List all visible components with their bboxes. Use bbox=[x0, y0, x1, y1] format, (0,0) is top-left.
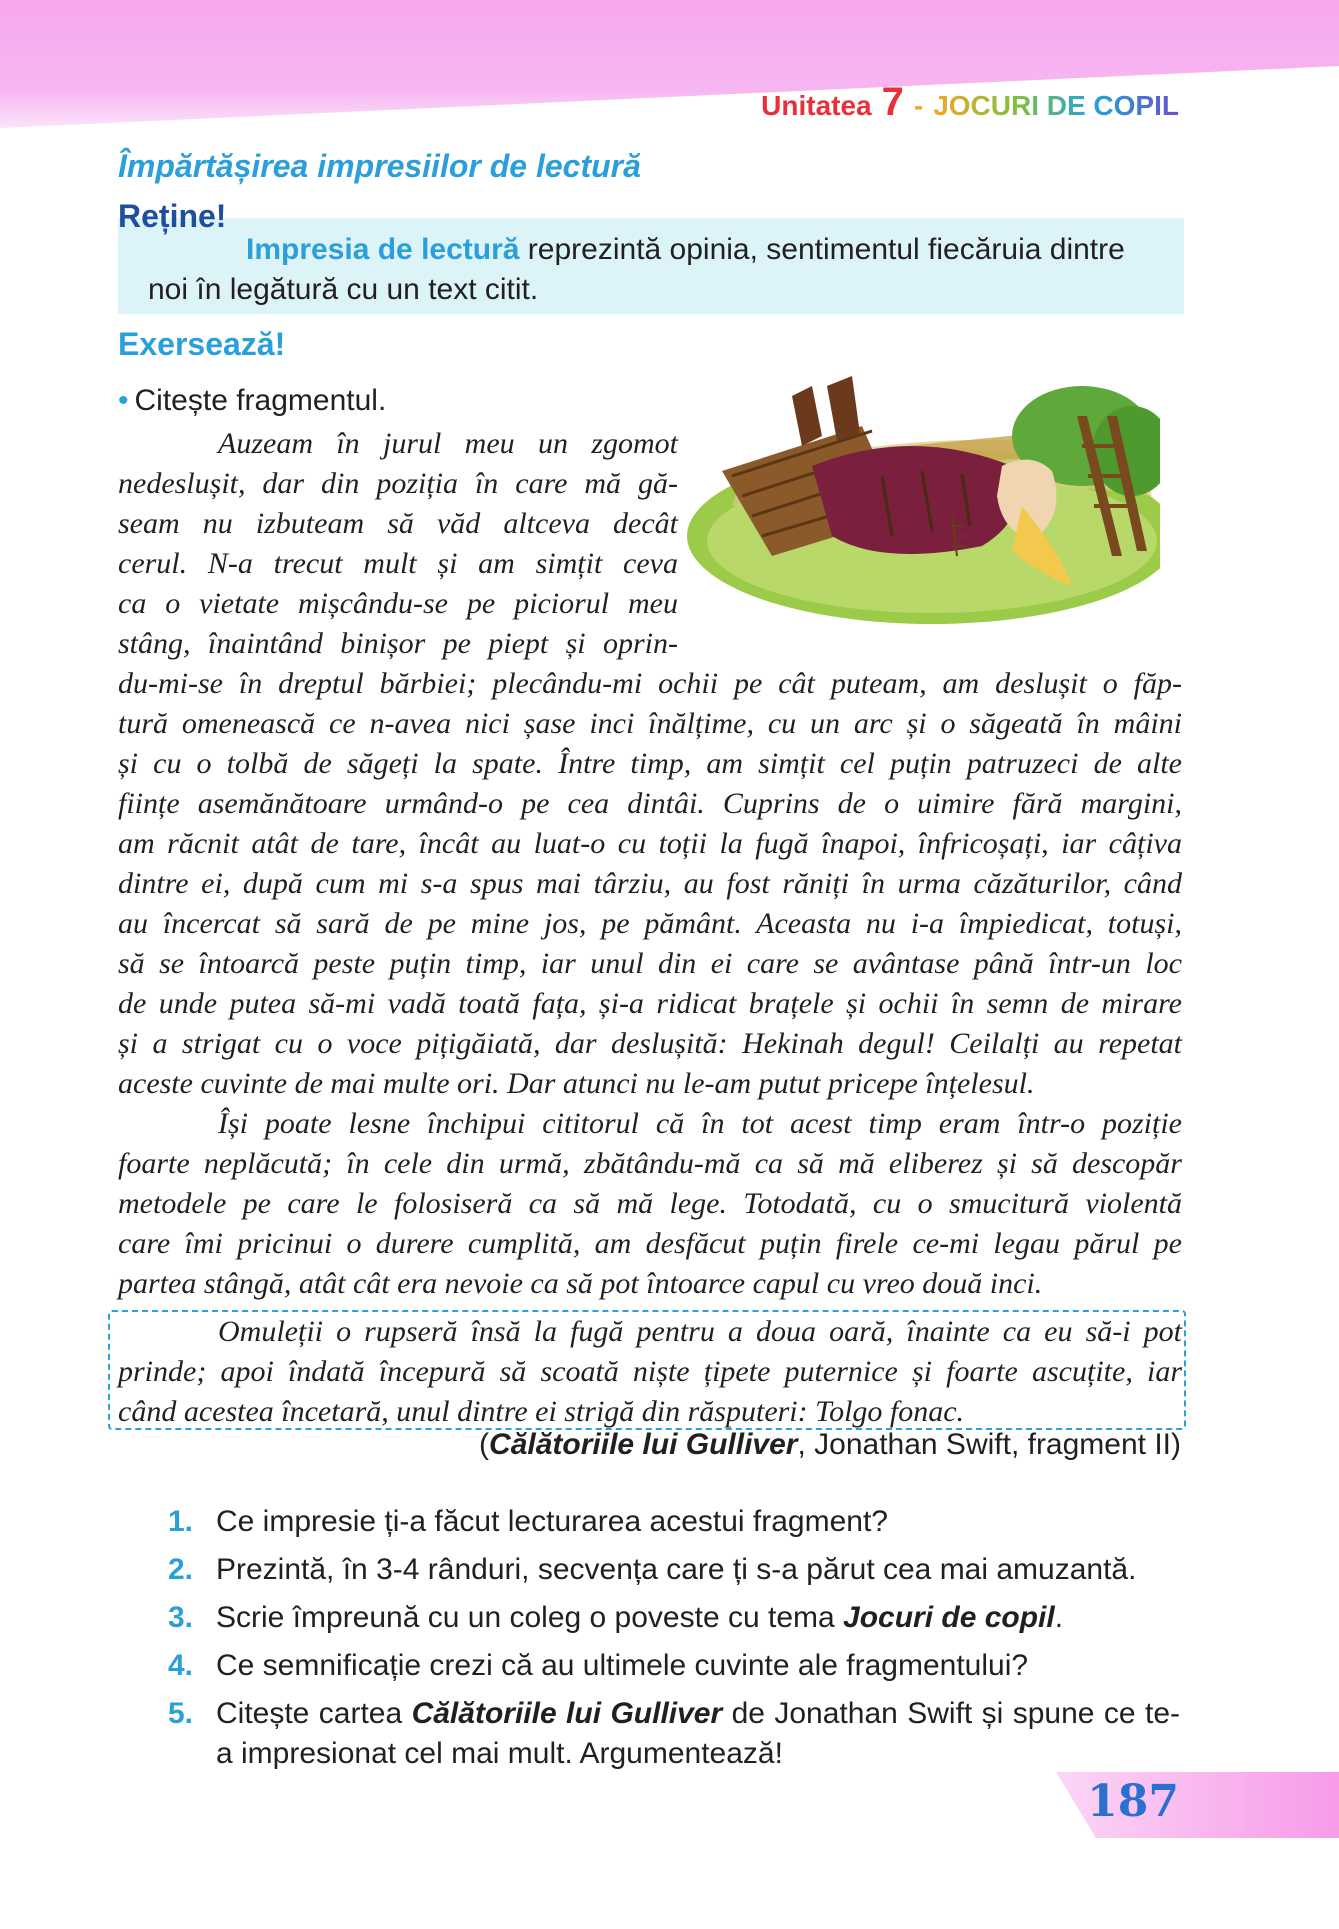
question-text: Citește cartea bbox=[216, 1697, 412, 1730]
question-text-end: de Jonathan Swift și spune ce te-a impresionat cel mai mult. Argumentează! bbox=[216, 1697, 1180, 1770]
highlighted-fragment bbox=[118, 1312, 1182, 1432]
passage-line: să se întoarcă peste puțin timp, iar unul din ei care se avântase până într-un loc bbox=[118, 947, 1182, 980]
passage-line: metodele pe care le folosiseră ca să mă lege. Totodată, cu o smucitură violentă bbox=[118, 1187, 1182, 1220]
question-text: Scrie împreună cu un coleg o poveste cu tema bbox=[216, 1601, 844, 1634]
retine-heading: Reține! bbox=[118, 198, 227, 234]
gulliver-tied-down-illustration bbox=[682, 356, 1160, 624]
section-title: Împărtășirea impresiilor de lectură bbox=[118, 148, 641, 184]
passage-line: care îmi pricinui o durere cumplită, am desfăcut puțin firele ce-mi legau părul pe bbox=[118, 1227, 1182, 1260]
passage-line: cerul. N-a trecut mult și am simțit ceva bbox=[118, 547, 678, 580]
unit-dash: - bbox=[913, 90, 924, 121]
instruction-text: Citește fragmentul. bbox=[134, 384, 387, 417]
passage-line: și cu o tolbă de săgeți la spate. Între timp, am simțit cel puțin patruzeci de alte bbox=[118, 747, 1182, 780]
passage-line: am răcnit atât de tare, încât au luat-o cu toții la fugă înapoi, înfricoșați, iar câțiva bbox=[118, 827, 1182, 860]
question-number: 4. bbox=[168, 1649, 194, 1682]
passage-line: aceste cuvinte de mai multe ori. Dar atunci nu le-am putut pricepe înțelesul. bbox=[118, 1067, 1035, 1100]
question-text: Ce impresie ți-a făcut lecturarea acestui fragment? bbox=[216, 1505, 888, 1538]
passage-top-column bbox=[118, 424, 678, 664]
passage-line: Își poate lesne închipui cititorul că în tot acest timp eram într-o poziție bbox=[218, 1107, 1182, 1140]
passage-line: tură omenească ce n-avea nici șase inci înălțime, cu un arc și o săgeată în mâini bbox=[118, 707, 1182, 740]
unit-header bbox=[761, 80, 1179, 125]
passage-line: prinde; apoi îndată începură să scoată niște țipete puternice și foarte ascuțite, iar bbox=[118, 1355, 1182, 1388]
question-item bbox=[168, 1646, 1180, 1686]
source-paren: ( bbox=[479, 1428, 490, 1461]
passage-line: Omuleții o rupseră însă la fugă pentru a doua oară, înainte ca eu să-i pot bbox=[218, 1315, 1182, 1348]
question-text-end: . bbox=[1054, 1601, 1064, 1634]
unit-label: Unitatea bbox=[761, 90, 872, 121]
question-item bbox=[168, 1694, 1180, 1774]
question-emphasis: Călătoriile lui Gulliver bbox=[411, 1697, 723, 1730]
question-item bbox=[168, 1550, 1180, 1590]
question-number: 5. bbox=[168, 1697, 194, 1730]
passage-line: ca o vietate mișcându-se pe piciorul meu bbox=[118, 587, 678, 620]
question-text: Ce semnificație crezi că au ultimele cuvinte ale fragmentului? bbox=[216, 1649, 1029, 1682]
passage-line: partea stângă, atât cât era nevoie ca să pot întoarce capul cu vreo două inci. bbox=[118, 1267, 1043, 1300]
definition-term: Impresia de lectură bbox=[246, 233, 520, 266]
questions-list bbox=[168, 1502, 1180, 1782]
question-item bbox=[168, 1502, 1180, 1542]
source-details: , Jonathan Swift, fragment II) bbox=[797, 1428, 1181, 1461]
passage-line: dintre ei, după cum mi s-a spus mai târziu, au fost răniți în urma căzăturilor, când bbox=[118, 867, 1182, 900]
definition-body: reprezintă opinia, sentimentul fiecăruia dintre noi în legătură cu un text citit. bbox=[148, 233, 1125, 306]
passage-line: și a strigat cu o voce pițigăiată, dar deslușită: Hekinah degul! Ceilalți au repetat bbox=[118, 1027, 1182, 1060]
question-item bbox=[168, 1598, 1180, 1638]
passage-line: seam nu izbuteam să văd altceva decât bbox=[118, 507, 678, 540]
bullet-icon: • bbox=[118, 384, 129, 417]
question-number: 1. bbox=[168, 1505, 194, 1538]
definition-text bbox=[148, 230, 1160, 310]
exercise-heading: Exersează! bbox=[118, 326, 286, 362]
passage-line: du-mi-se în dreptul bărbiei; plecându-mi ochii pe cât puteam, am deslușit o făp- bbox=[118, 667, 1182, 700]
source-book-title: Călătoriile lui Gulliver bbox=[489, 1428, 798, 1461]
passage-line: Auzeam în jurul meu un zgomot bbox=[218, 427, 678, 460]
passage-line: nedeslușit, dar din poziția în care mă gă- bbox=[118, 467, 678, 500]
passage-line: au încercat să sară de pe mine jos, pe pământ. Aceasta nu i-a împiedicat, totuși, bbox=[118, 907, 1182, 940]
exercise-instruction bbox=[118, 384, 386, 418]
source-citation bbox=[479, 1428, 1181, 1462]
page-number: 187 bbox=[1087, 1776, 1179, 1827]
unit-number: 7 bbox=[881, 80, 904, 124]
question-number: 3. bbox=[168, 1601, 194, 1634]
question-number: 2. bbox=[168, 1553, 194, 1586]
passage-line: când acestea încetară, unul dintre ei strigă din răsputeri: Tolgo fonac. bbox=[118, 1395, 965, 1428]
passage-line: ființe asemănătoare urmând-o pe cea dintâi. Cuprins de o uimire fără margini, bbox=[118, 787, 1182, 820]
passage-line: stâng, înaintând binișor pe piept și oprin- bbox=[118, 627, 678, 660]
question-emphasis: Jocuri de copil bbox=[843, 1601, 1055, 1634]
unit-theme: JOCURI DE COPIL bbox=[933, 90, 1179, 121]
passage-body bbox=[118, 664, 1182, 1304]
question-text: Prezintă, în 3-4 rânduri, secvența care ți s-a părut cea mai amuzantă. bbox=[216, 1553, 1137, 1586]
passage-line: de unde putea să-mi vadă toată fața, și-a ridicat brațele și ochii în semn de mirare bbox=[118, 987, 1182, 1020]
passage-line: foarte neplăcută; în cele din urmă, zbătându-mă ca să mă eliberez și să descopăr bbox=[118, 1147, 1182, 1180]
